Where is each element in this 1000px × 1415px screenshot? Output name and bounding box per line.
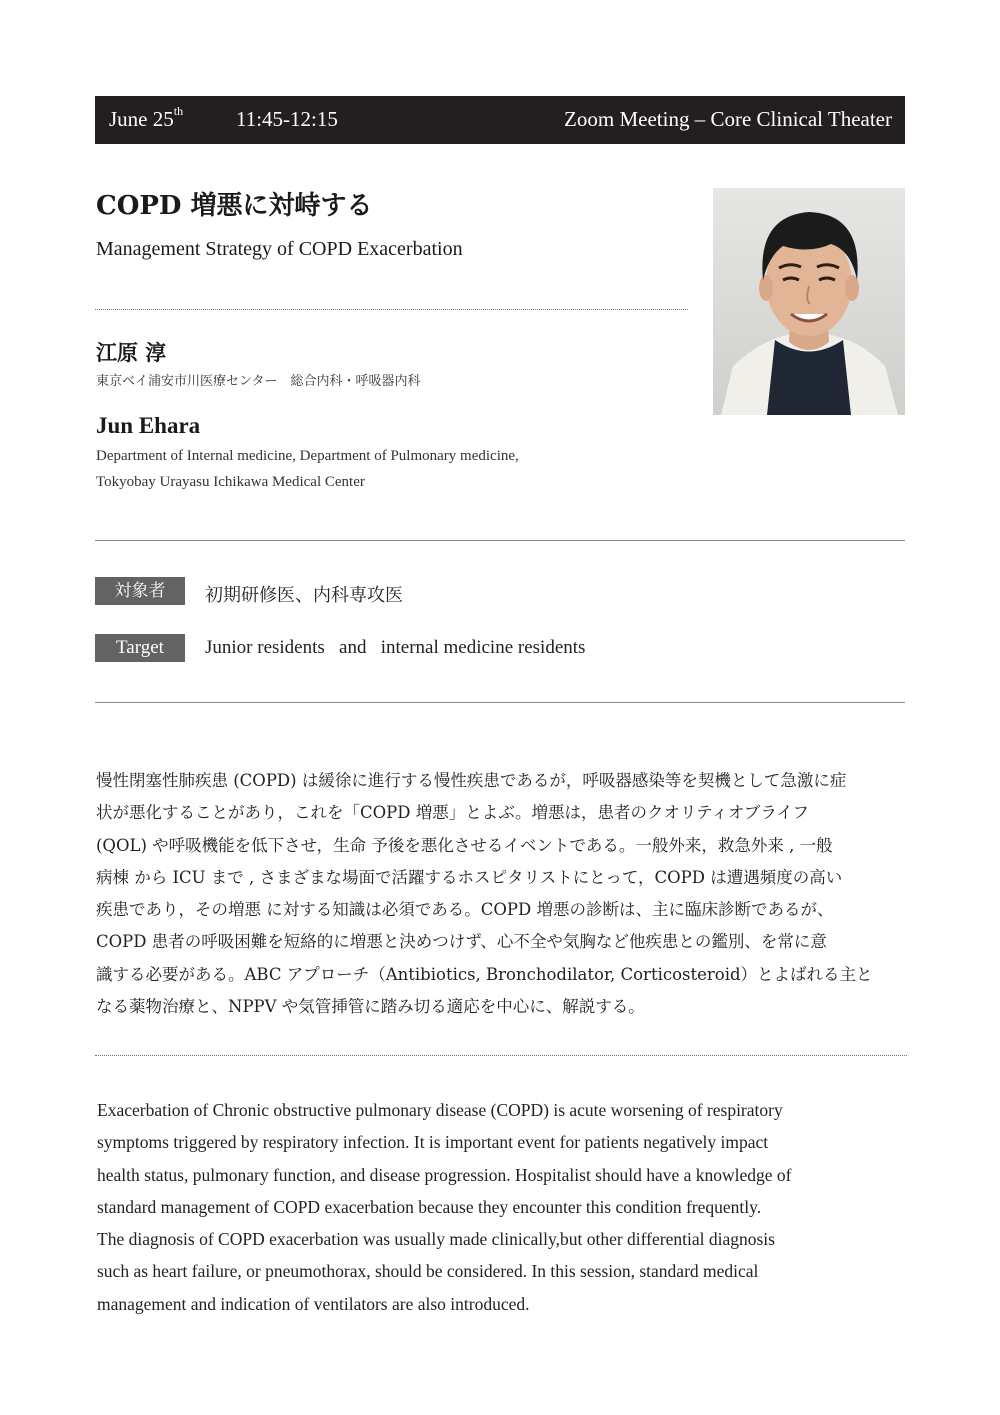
speaker-name-jp: 江原 淳 xyxy=(96,340,167,365)
abstract-line: The diagnosis of COPD exacerbation was usually made clinically,but other differential diagnosis xyxy=(97,1229,775,1250)
session-venue: Zoom Meeting – Core Clinical Theater xyxy=(564,107,892,131)
abstract-line: 状が悪化することがあり，これを「COPD 増悪」とよぶ。増悪は，患者のクオリティオブライフ xyxy=(96,803,809,823)
abstract-line: (QOL) や呼吸機能を低下させ，生命 予後を悪化させるイベントである。一般外来，救急外来 , 一般 xyxy=(96,835,833,855)
abstract-line: standard management of COPD exacerbation because they encounter this condition frequently. xyxy=(97,1196,762,1217)
abstract-line: management and indication of ventilators are also introduced. xyxy=(97,1293,530,1314)
target-label-jp: 対象者 xyxy=(95,577,185,605)
dotted-divider xyxy=(95,1055,907,1056)
abstract-line: なる薬物治療と、NPPV や気管挿管に踏み切る適応を中心に、解説する。 xyxy=(96,997,645,1017)
header-bar xyxy=(95,96,905,144)
abstract-en xyxy=(97,1094,909,1320)
page-title-en: Management Strategy of COPD Exacerbation xyxy=(96,238,463,260)
abstract-line: 病棟 から ICU まで , さまざまな場面で活躍するホスピタリストにとって，COPD は遭遇頻度の高い xyxy=(96,867,843,887)
affiliation-line: Department of Internal medicine, Department of Pulmonary medicine, xyxy=(96,448,519,464)
abstract-line: 識する必要がある。ABC アプローチ（Antibiotics, Bronchodilator, Corticosteroid）とよばれる主と xyxy=(96,964,873,984)
target-text-en: Junior residents and internal medicine residents xyxy=(205,637,586,658)
section-divider xyxy=(95,540,905,541)
abstract-line: 疾患であり，その増悪 に対する知識は必須である。COPD 増悪の診断は、主に臨床診断であるが、 xyxy=(96,900,834,920)
abstract-line: symptoms triggered by respiratory infection. It is important event for patients negatively impact xyxy=(97,1132,769,1153)
target-label-en: Target xyxy=(95,634,185,662)
dotted-divider xyxy=(95,309,688,310)
page-title-jp: COPD 増悪に対峙する xyxy=(96,191,373,221)
speaker-name-en: Jun Ehara xyxy=(96,413,201,438)
abstract-jp xyxy=(96,765,908,1023)
abstract-line: health status, pulmonary function, and disease progression. Hospitalist should have a knowledge of xyxy=(97,1164,792,1185)
abstract-line: 慢性閉塞性肺疾患 (COPD) は緩徐に進行する慢性疾患であるが，呼吸器感染等を契機として急激に症 xyxy=(96,771,847,790)
speaker-affiliation-en xyxy=(96,443,519,495)
speaker-photo xyxy=(713,188,905,415)
speaker-affiliation-jp: 東京ベイ浦安市川医療センター 総合内科・呼吸器内科 xyxy=(96,374,421,389)
affiliation-line: Tokyobay Urayasu Ichikawa Medical Center xyxy=(96,474,365,490)
abstract-line: COPD 患者の呼吸困難を短絡的に増悪と決めつけず、心不全や気胸など他疾患との鑑別、を常に意 xyxy=(96,932,827,952)
abstract-line: such as heart failure, or pneumothorax, should be considered. In this session, standard medical xyxy=(97,1261,759,1282)
abstract-line: Exacerbation of Chronic obstructive pulmonary disease (COPD) is acute worsening of respiratory xyxy=(97,1100,783,1120)
section-divider xyxy=(95,702,905,703)
session-time: 11:45-12:15 xyxy=(236,107,338,131)
target-text-jp: 初期研修医、内科専攻医 xyxy=(205,585,403,606)
session-date: June 25th xyxy=(109,104,184,131)
